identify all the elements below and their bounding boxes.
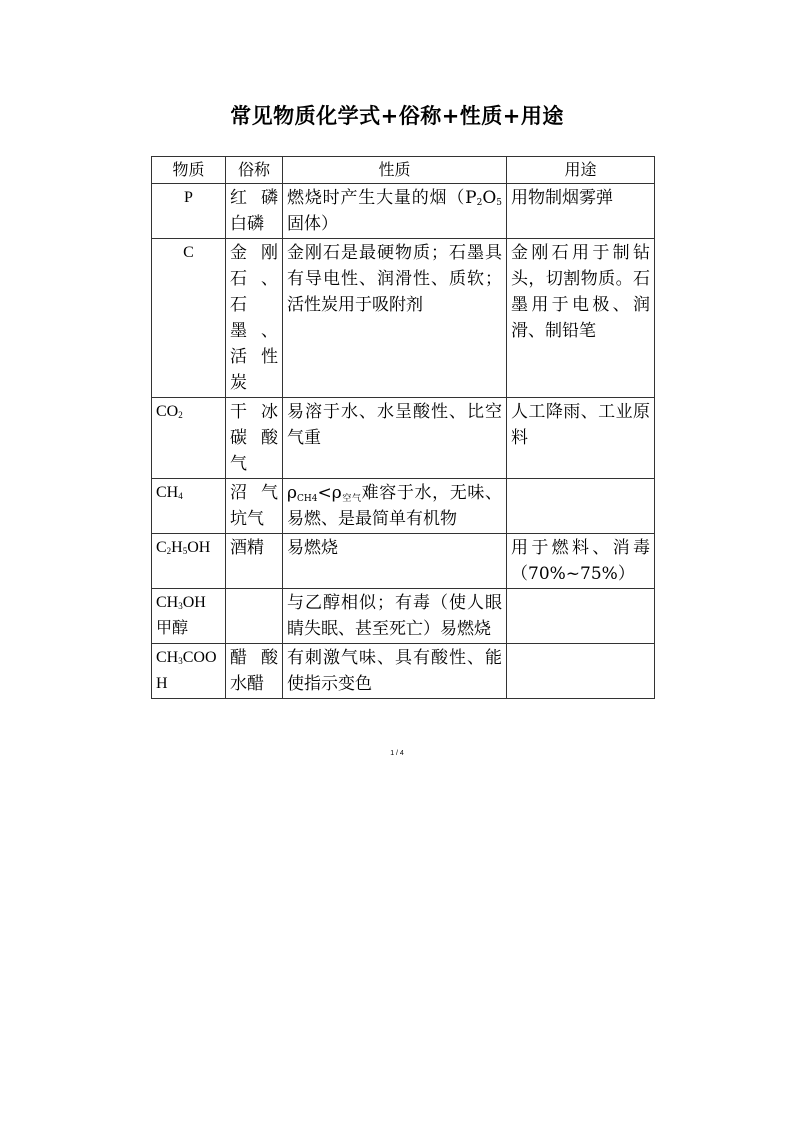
uses-cell: 人工降雨、工业原料 (507, 398, 655, 479)
table-row (152, 239, 655, 398)
table-row (152, 589, 655, 644)
formula-cell: $C_2H_5OH$ (152, 534, 226, 589)
common-name-cell: 沼气坑气 (226, 479, 283, 534)
properties-cell: 易溶于水、水呈酸性、比空气重 (283, 398, 507, 479)
properties-cell: 与乙醇相似；有毒（使人眼睛失眠、甚至死亡）易燃烧 (283, 589, 507, 644)
common-name-cell: 醋酸水醋 (226, 644, 283, 699)
header-common-name: 俗称 (226, 157, 283, 184)
common-name-cell: 干冰碳酸气 (226, 398, 283, 479)
uses-cell (507, 479, 655, 534)
page-number: 1 / 4 (390, 750, 404, 757)
properties-cell: 有刺激气味、具有酸性、能使指示变色 (283, 644, 507, 699)
common-name-cell: 酒精 (226, 534, 283, 589)
table-row (152, 534, 655, 589)
uses-cell (507, 589, 655, 644)
formula-cell: $CO_2$ (152, 398, 226, 479)
uses-cell (507, 644, 655, 699)
formula-cell: $CH_3OH$ 甲醇 (152, 589, 226, 644)
formula-cell: $CH_3COOH$ (152, 644, 226, 699)
table-row (152, 398, 655, 479)
uses-cell: 金刚石用于制钻头，切割物质。石墨用于电极、润滑、制铅笔 (507, 239, 655, 398)
formula-cell: C (152, 239, 226, 398)
properties-cell: 燃烧时产生大量的烟（$P_2O_5$固体） (283, 184, 507, 239)
page-title: 常见物质化学式+俗称+性质+用途 (230, 104, 564, 128)
properties-cell: ρCH4<ρ空气难容于水，无味、易燃、是最简单有机物 (283, 479, 507, 534)
common-name-cell: 红磷白磷 (226, 184, 283, 239)
table-row (152, 644, 655, 699)
header-properties: 性质 (283, 157, 507, 184)
table-header-row (152, 157, 655, 184)
header-substance: 物质 (152, 157, 226, 184)
uses-cell: 用于燃料、消毒（70%~75%） (507, 534, 655, 589)
uses-cell: 用物制烟雾弹 (507, 184, 655, 239)
properties-cell: 易燃烧 (283, 534, 507, 589)
formula-cell: $CH_4$ (152, 479, 226, 534)
formula-cell: P (152, 184, 226, 239)
properties-cell: 金刚石是最硬物质；石墨具有导电性、润滑性、质软；活性炭用于吸附剂 (283, 239, 507, 398)
table-row (152, 184, 655, 239)
common-name-cell (226, 589, 283, 644)
substance-table (151, 156, 655, 699)
header-uses: 用途 (507, 157, 655, 184)
table-row (152, 479, 655, 534)
common-name-cell: 金刚石、石墨、活性炭 (226, 239, 283, 398)
